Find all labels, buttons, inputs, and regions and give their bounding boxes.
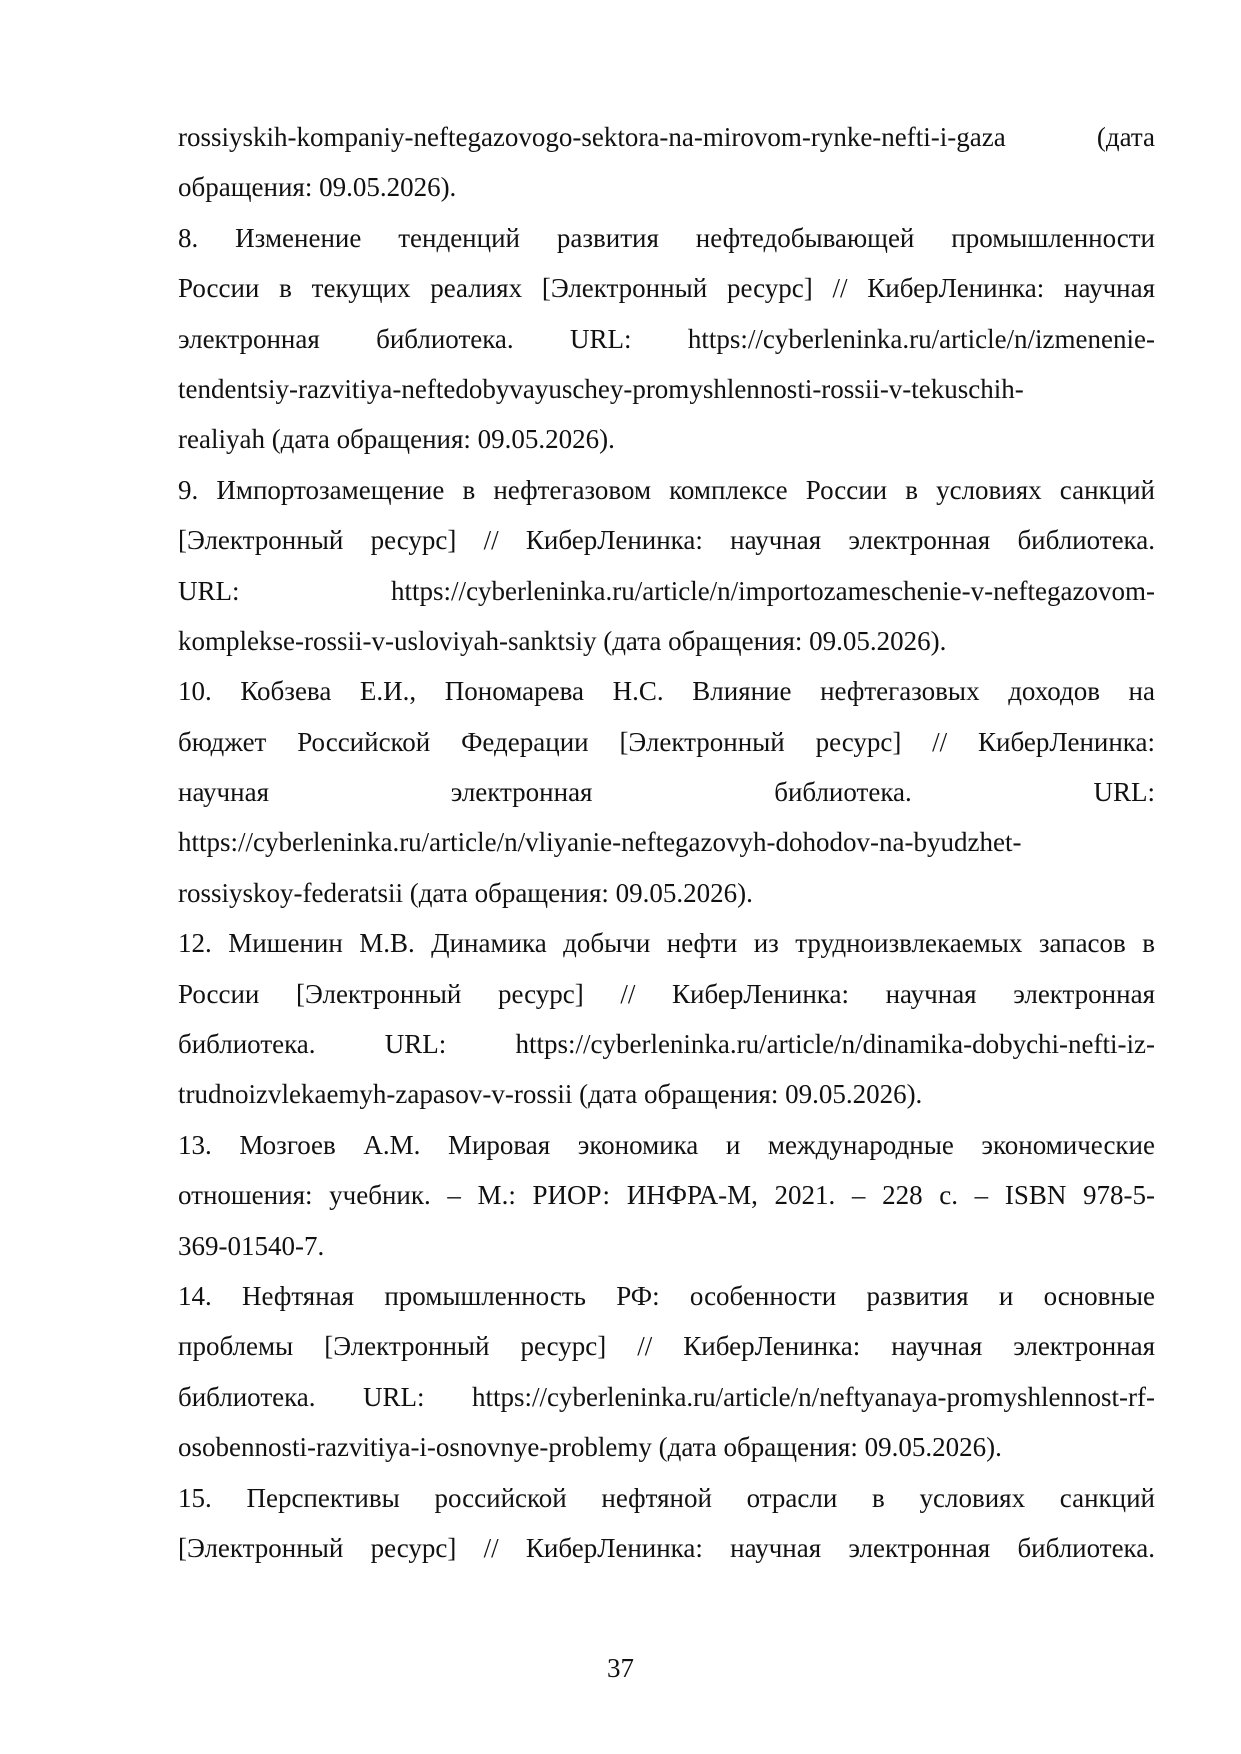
text-line: библиотека. URL: https://cyberleninka.ru/article/n/neftyanaya-promyshlennost-rf- (178, 1381, 1155, 1412)
text-line: 9. Импортозамещение в нефтегазовом комплексе России в условиях санкций (178, 474, 1155, 505)
text-line: отношения: учебник. – М.: РИОР: ИНФРА-М, 2021. – 228 с. – ISBN 978-5- (178, 1180, 1155, 1211)
text-line: https://cyberleninka.ru/article/n/vliyanie-neftegazovyh-dohodov-na-byudzhet- (178, 827, 1022, 858)
text-line: URL: https://cyberleninka.ru/article/n/importozameschenie-v-neftegazovom- (178, 575, 1155, 606)
text-line: библиотека. URL: https://cyberleninka.ru/article/n/dinamika-dobychi-nefti-iz- (178, 1029, 1155, 1060)
text-line: 8. Изменение тенденций развития нефтедобывающей промышленности (178, 222, 1155, 253)
text-line: trudnoizvlekaemyh-zapasov-v-rossii (дата обращения: 09.05.2026). (178, 1079, 923, 1110)
text-line: обращения: 09.05.2026). (178, 172, 457, 203)
text-line: бюджет Российской Федерации [Электронный ресурс] // КиберЛенинка: (178, 726, 1155, 757)
text-line: tendentsiy-razvitiya-neftedobyvayuschey-promyshlennosti-rossii-v-tekuschih- (178, 373, 1024, 404)
text-line: России [Электронный ресурс] // КиберЛенинка: научная электронная (178, 978, 1155, 1009)
text-line: России в текущих реалиях [Электронный ресурс] // КиберЛенинка: научная (178, 273, 1155, 304)
page-number: 37 (607, 1653, 634, 1683)
text-line: электронная библиотека. URL: https://cyberleninka.ru/article/n/izmenenie- (178, 323, 1155, 354)
text-line: komplekse-rossii-v-usloviyah-sanktsiy (дата обращения: 09.05.2026). (178, 625, 947, 656)
text-line: [Электронный ресурс] // КиберЛенинка: научная электронная библиотека. (178, 1532, 1155, 1563)
text-line: 12. Мишенин М.В. Динамика добычи нефти из трудноизвлекаемых запасов в (178, 928, 1155, 959)
text-line: rossiyskih-kompaniy-neftegazovogo-sektora-na-mirovom-rynke-nefti-i-gaza (дата (178, 122, 1155, 152)
text-line: rossiyskoy-federatsii (дата обращения: 09.05.2026). (178, 877, 753, 908)
text-line: проблемы [Электронный ресурс] // КиберЛенинка: научная электронная (178, 1331, 1155, 1362)
text-line: 15. Перспективы российской нефтяной отрасли в условиях санкций (178, 1482, 1155, 1513)
text-line: 10. Кобзева Е.И., Пономарева Н.С. Влияние нефтегазовых доходов на (178, 676, 1155, 707)
text-line: 13. Мозгоев А.М. Мировая экономика и международные экономические (178, 1129, 1155, 1160)
text-line: научная электронная библиотека. URL: (178, 777, 1155, 808)
text-line: 369-01540-7. (178, 1230, 325, 1261)
text-line: realiyah (дата обращения: 09.05.2026). (178, 424, 615, 455)
text-line: 14. Нефтяная промышленность РФ: особенности развития и основные (178, 1280, 1155, 1311)
text-line: osobennosti-razvitiya-i-osnovnye-problemy (дата обращения: 09.05.2026). (178, 1432, 1002, 1463)
text-line: [Электронный ресурс] // КиберЛенинка: научная электронная библиотека. (178, 525, 1155, 556)
reference-list (178, 112, 1155, 1573)
